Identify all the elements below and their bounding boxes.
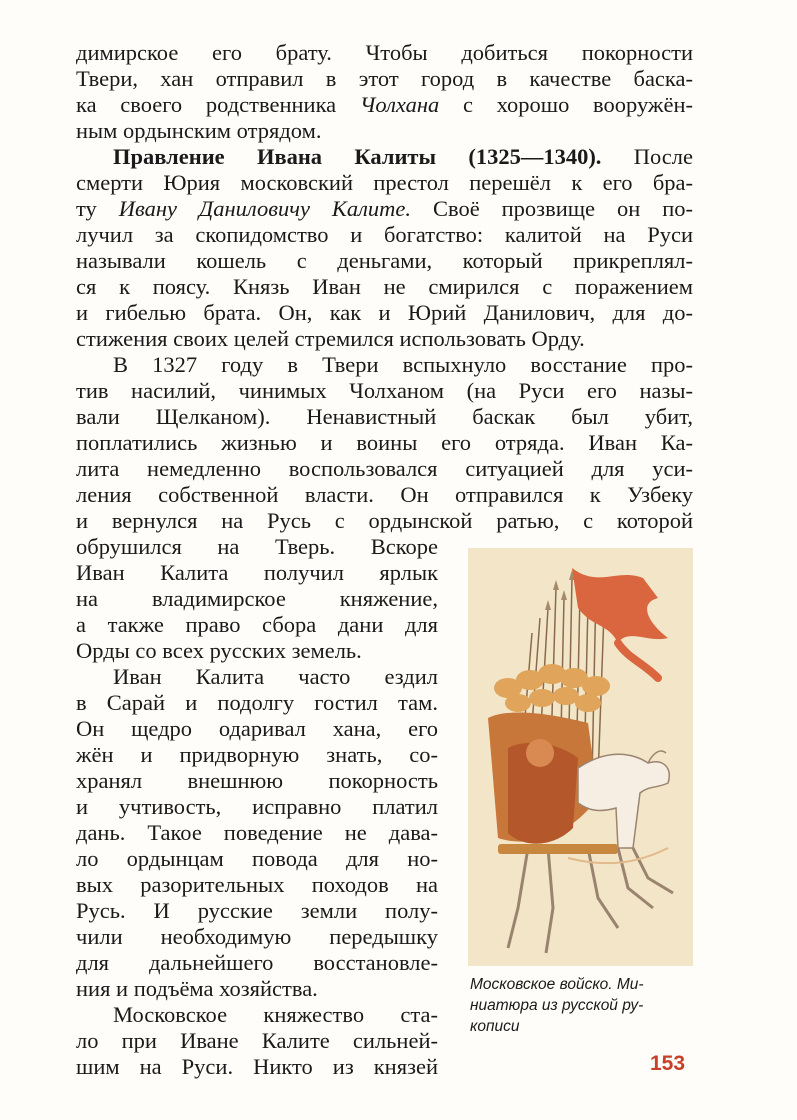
- text-line: стижения своих целей стремился использовать Орду.: [76, 326, 585, 351]
- text-line: димирское его брату. Чтобы добиться покорности: [76, 40, 693, 65]
- text-line: Твери, хан отправил в этот город в качестве баска-: [76, 66, 693, 91]
- text-fragment: с хорошо вооружён-: [462, 92, 693, 117]
- text-line: жён и придворную знать, со-: [76, 742, 438, 767]
- caption-line: кописи: [470, 1018, 520, 1035]
- text-line: лита немедленно воспользовался ситуацией для уси-: [76, 456, 693, 481]
- text-line: дань. Такое поведение не дава-: [76, 820, 438, 845]
- section-heading: Правление Ивана Калиты (1325—1340).: [113, 144, 602, 169]
- text-line: и учтивость, исправно платил: [76, 794, 438, 819]
- text-line: поплатились жизнью и воины его отряда. Иван Ка-: [76, 430, 693, 455]
- text-line: в Сарай и подолгу гостил там.: [76, 690, 438, 715]
- text-fragment: После: [633, 144, 693, 169]
- text-line: шим на Руси. Никто из князей: [76, 1054, 438, 1079]
- text-line: ся к поясу. Князь Иван не смирился с поражением: [76, 274, 693, 299]
- figure-caption: [470, 974, 695, 1037]
- page-number: 153: [650, 1052, 686, 1075]
- text-line: ло при Иване Калите сильней-: [76, 1028, 438, 1053]
- name-italic: Чолхана: [359, 92, 440, 117]
- section-heading-line: [113, 144, 693, 169]
- caption-line: Московское войско. Ми-: [470, 976, 644, 993]
- text-line: на владимирское княжение,: [76, 586, 438, 611]
- miniature-illustration: [468, 548, 693, 966]
- text-line: хранял внешнюю покорность: [76, 768, 438, 793]
- text-line: лучил за скопидомство и богатство: калитой на Руси: [76, 222, 693, 247]
- text-line: называли кошель с деньгами, который прикреплял-: [76, 248, 693, 273]
- text-line: и вернулся на Русь с ордынской ратью, с которой: [76, 508, 693, 533]
- text-line: ным ордынским отрядом.: [76, 118, 322, 143]
- text-line: [76, 92, 693, 117]
- moscow-army-miniature: [468, 548, 693, 966]
- text-line: ления собственной власти. Он отправился к Узбеку: [76, 482, 693, 507]
- text-line: вали Щелканом). Ненавистный баскак был убит,: [76, 404, 693, 429]
- text-line: для дальнейшего восстановле-: [76, 950, 438, 975]
- text-line: чили необходимую передышку: [76, 924, 438, 949]
- text-line: а также право сбора дани для: [76, 612, 438, 637]
- text-line: ния и подъёма хозяйства.: [76, 976, 318, 1001]
- text-line: вых разорительных походов на: [76, 872, 438, 897]
- text-line: Московское княжество ста-: [113, 1002, 438, 1027]
- text-line: В 1327 году в Твери вспыхнуло восстание про-: [113, 352, 693, 377]
- text-line: и гибелью брата. Он, как и Юрий Данилович, для до-: [76, 300, 693, 325]
- name-italic: Ивану Даниловичу Калите.: [118, 196, 412, 221]
- text-line: Иван Калита часто ездил: [113, 664, 438, 689]
- caption-line: ниатюра из русской ру-: [470, 997, 644, 1014]
- text-line: смерти Юрия московский престол перешёл к его бра-: [76, 170, 693, 195]
- text-line: Иван Калита получил ярлык: [76, 560, 438, 585]
- text-line: ло ордынцам повода для но-: [76, 846, 438, 871]
- text-fragment: ка своего родственника: [76, 92, 337, 117]
- text-line: Русь. И русские земли полу-: [76, 898, 438, 923]
- text-line: Орды со всех русских земель.: [76, 638, 362, 663]
- text-line: Он щедро одаривал хана, его: [76, 716, 438, 741]
- text-fragment: ту: [76, 196, 97, 221]
- text-line: обрушился на Тверь. Вскоре: [76, 534, 438, 559]
- text-line: тив насилий, чинимых Чолханом (на Руси его назы-: [76, 378, 693, 403]
- text-line: [76, 196, 693, 221]
- text-fragment: Своё прозвище он по-: [432, 196, 693, 221]
